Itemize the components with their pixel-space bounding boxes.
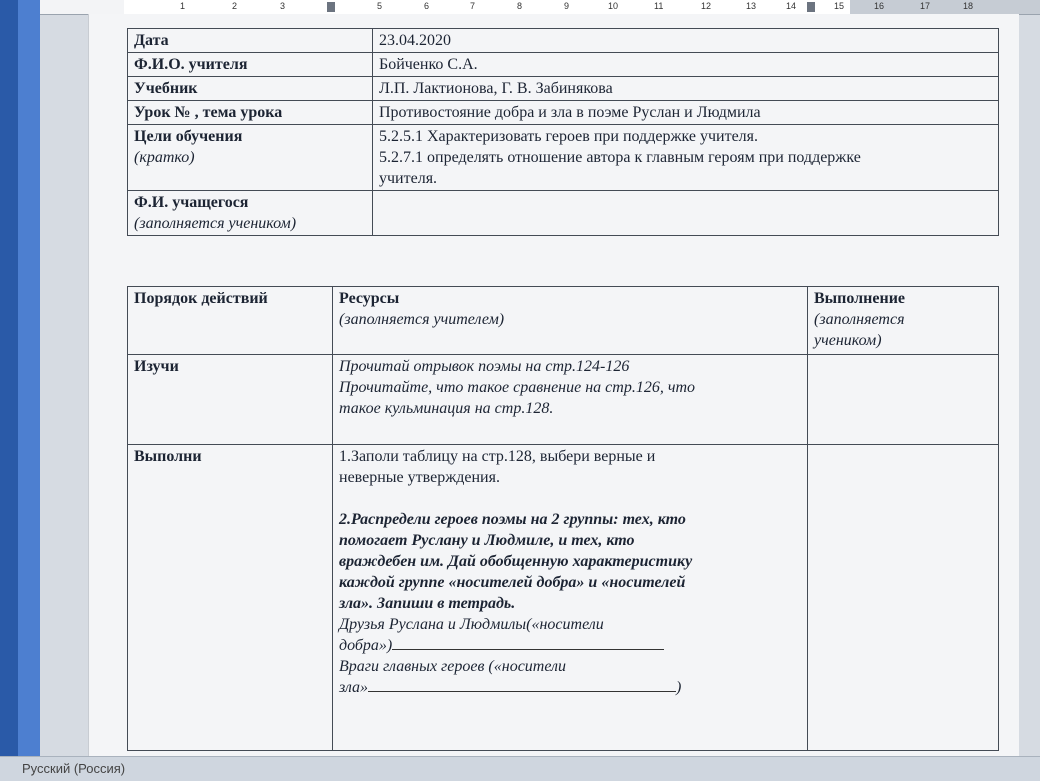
- goals-value-cell[interactable]: [373, 125, 999, 191]
- task2-line: враждебен им. Дай обобщенную характеристику: [339, 553, 693, 570]
- table-row: [128, 191, 999, 236]
- ruler-number: 6: [424, 1, 430, 11]
- goals-sublabel: (кратко): [134, 149, 195, 166]
- resources-subheader: (заполняется учителем): [339, 311, 505, 328]
- actions-header: Порядок действий: [128, 287, 333, 355]
- friends-answer-row: [339, 635, 801, 656]
- ruler-number: 15: [834, 1, 845, 11]
- table-row: [128, 29, 999, 53]
- student-label: Ф.И. учащегося: [134, 194, 249, 211]
- do-done-cell[interactable]: [808, 445, 999, 751]
- spacer: [339, 488, 801, 509]
- table-row: [128, 355, 999, 445]
- student-value[interactable]: [373, 191, 999, 236]
- horizontal-ruler[interactable]: [40, 0, 1040, 15]
- ruler-number: 14: [786, 1, 797, 11]
- study-line: Прочитайте, что такое сравнение на стр.126, что: [339, 379, 695, 396]
- enemies-close-paren: ): [676, 679, 682, 696]
- resources-header-cell: [333, 287, 808, 355]
- study-resources-cell[interactable]: [333, 355, 808, 445]
- ruler-number: 12: [701, 1, 712, 11]
- ruler-number: 16: [874, 1, 885, 11]
- study-line: такое кульминация на стр.128.: [339, 400, 554, 417]
- done-subheader: (заполняется: [814, 311, 905, 328]
- bezel-glow: [18, 0, 40, 780]
- ruler-number: 11: [654, 1, 664, 11]
- textbook-label: Учебник: [128, 77, 373, 101]
- enemies-answer-blank[interactable]: [368, 677, 676, 692]
- task2-line: помогает Руслану и Людмиле, и тех, кто: [339, 532, 635, 549]
- task2-line: каждой группе «носителей добра» и «носителей: [339, 574, 686, 591]
- do-label: Выполни: [128, 445, 333, 751]
- ruler-number: 1: [180, 1, 186, 11]
- task1-line: неверные утверждения.: [339, 469, 500, 486]
- lesson-topic-label: Урок № , тема урока: [128, 101, 373, 125]
- indent-marker-icon[interactable]: [327, 2, 335, 12]
- study-done-cell[interactable]: [808, 355, 999, 445]
- table-row: [128, 77, 999, 101]
- student-label-cell: [128, 191, 373, 236]
- language-indicator[interactable]: Русский (Россия): [22, 761, 126, 776]
- goal-line: 5.2.7.1 определять отношение автора к главным героям при поддержке: [379, 149, 861, 166]
- table-header-row: [128, 287, 999, 355]
- ruler-number: 7: [470, 1, 476, 11]
- textbook-value[interactable]: Л.П. Лактионова, Г. В. Забинякова: [373, 77, 999, 101]
- enemies-answer-row: [339, 677, 801, 698]
- table-row: [128, 445, 999, 751]
- tab-stop-marker-icon[interactable]: [807, 2, 815, 12]
- teacher-value[interactable]: Бойченко С.А.: [373, 53, 999, 77]
- done-header-cell: [808, 287, 999, 355]
- ruler-number: 18: [963, 1, 974, 11]
- date-value[interactable]: 23.04.2020: [373, 29, 999, 53]
- task2-line: зла». Запиши в тетрадь.: [339, 595, 516, 612]
- teacher-label: Ф.И.О. учителя: [128, 53, 373, 77]
- ruler-number: 10: [608, 1, 619, 11]
- document-page[interactable]: [88, 14, 1019, 756]
- date-label: Дата: [128, 29, 373, 53]
- ruler-number: 9: [564, 1, 570, 11]
- table-row: [128, 53, 999, 77]
- status-bar: [0, 756, 1040, 781]
- ruler-number: 5: [377, 1, 383, 11]
- table-row: [128, 125, 999, 191]
- ruler-number: 2: [232, 1, 238, 11]
- ruler-number: 3: [280, 1, 286, 11]
- student-sublabel: (заполняется учеником): [134, 215, 297, 232]
- goals-label: Цели обучения: [134, 128, 243, 145]
- lesson-info-table: [127, 28, 999, 236]
- goal-line: учителя.: [379, 170, 438, 187]
- friends-answer-blank[interactable]: [392, 635, 664, 650]
- study-line: Прочитай отрывок поэмы на стр.124-126: [339, 358, 630, 375]
- enemies-label: зла»: [339, 679, 369, 696]
- lesson-topic-value[interactable]: Противостояние добра и зла в поэме Руслан и Людмила: [373, 101, 999, 125]
- study-label: Изучи: [128, 355, 333, 445]
- task2-line: 2.Распредели героев поэмы на 2 группы: тех, кто: [339, 511, 686, 528]
- task-table: [127, 286, 999, 751]
- table-row: [128, 101, 999, 125]
- ruler-number: 13: [746, 1, 757, 11]
- friends-label: добра»): [339, 637, 393, 654]
- done-header: Выполнение: [814, 290, 906, 307]
- screen-bezel: [0, 0, 40, 780]
- resources-header: Ресурсы: [339, 290, 400, 307]
- enemies-line: Враги главных героев («носители: [339, 658, 567, 675]
- ruler-number: 17: [920, 1, 931, 11]
- ruler-number: 8: [517, 1, 523, 11]
- do-resources-cell[interactable]: [333, 445, 808, 751]
- friends-line: Друзья Руслана и Людмилы(«носители: [339, 616, 604, 633]
- goals-label-cell: [128, 125, 373, 191]
- task1-line: 1.Заполи таблицу на стр.128, выбери верные и: [339, 448, 656, 465]
- done-subheader: учеником): [814, 332, 882, 349]
- goal-line: 5.2.5.1 Характеризовать героев при поддержке учителя.: [379, 128, 759, 145]
